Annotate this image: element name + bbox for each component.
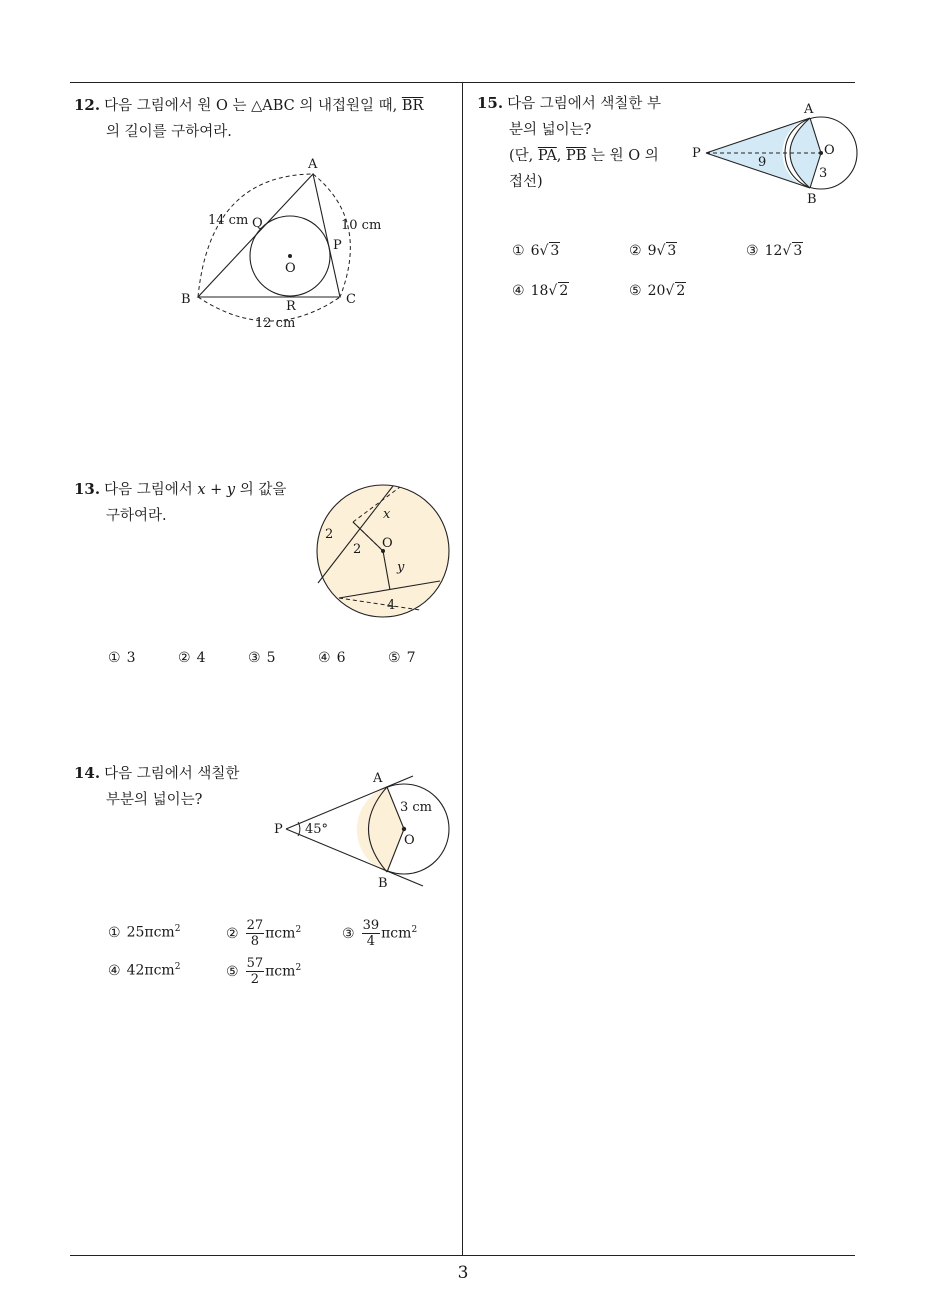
choice-5[interactable]: ⑤ $\frac{57}{2}$ πcm$^2$ [226, 956, 302, 987]
question-text-cont: 부분의 넓이는? [106, 792, 203, 808]
label-r: R [286, 299, 296, 314]
choice-2[interactable]: ② $\frac{27}{8}$ πcm$^2$ [226, 918, 302, 949]
label-o: O [382, 536, 393, 551]
choice-4[interactable]: ④ 18√ 2 [512, 283, 569, 299]
label-p: P [274, 822, 283, 837]
choice-1[interactable]: ① 3 [108, 650, 136, 666]
label-y: y [397, 560, 405, 575]
choice-3[interactable]: ③ 12√ 3 [746, 243, 803, 259]
choice-2[interactable]: ② 9√ 3 [629, 243, 677, 259]
question-text-cont: 분의 넓이는? [509, 122, 592, 138]
label-9: 9 [758, 155, 767, 170]
length-ac: 10 cm [341, 218, 382, 233]
label-3: 3 [819, 166, 828, 181]
choice-5[interactable]: ⑤ 20√ 2 [629, 283, 686, 299]
center-dot [819, 151, 823, 155]
choice-4[interactable]: ④ 6 [318, 650, 346, 666]
choice-5[interactable]: ⑤ 7 [388, 650, 416, 666]
segment-br: $\overline{BR}$ [401, 98, 424, 114]
label-angle: 45° [305, 822, 329, 837]
label-2-b: 2 [353, 542, 362, 557]
question-number: 12. [74, 96, 101, 114]
page-number: 3 [457, 1263, 469, 1283]
length-bc: 12 cm [255, 316, 296, 331]
question-text-cont: 구하여라. [106, 508, 167, 524]
label-c: C [346, 292, 356, 307]
length-ab: 14 cm [208, 213, 249, 228]
choice-4[interactable]: ④ 42πcm$^2$ [108, 962, 181, 979]
question-number: 15. [477, 94, 504, 112]
label-b: B [807, 192, 817, 207]
question-text-cont: 의 길이를 구하여라. [106, 124, 232, 140]
label-a: A [373, 771, 383, 786]
label-radius: 3 cm [400, 800, 433, 815]
question-note-cont: 접선) [509, 174, 543, 190]
label-2-a: 2 [325, 527, 334, 542]
label-b: B [181, 292, 191, 307]
question-number: 14. [74, 764, 101, 782]
label-o: O [824, 143, 835, 158]
question-note: (단, $\overline{PA}$, $\overline{PB}$ 는 원 O 의 [509, 148, 659, 164]
choice-2[interactable]: ② 4 [178, 650, 206, 666]
choice-3[interactable]: ③ 5 [248, 650, 276, 666]
label-p: P [692, 146, 701, 161]
segment-pb: $\overline{PB}$ [566, 148, 587, 164]
label-b: B [378, 876, 388, 891]
question-number: 13. [74, 480, 101, 498]
label-x: x [383, 507, 391, 522]
question-text: 다음 그림에서 [104, 482, 193, 498]
label-p: P [333, 238, 342, 253]
choice-3[interactable]: ③ $\frac{39}{4}$ πcm$^2$ [342, 918, 418, 949]
question-text: 다음 그림에서 원 O 는 △ABC 의 내접원일 때, [104, 98, 398, 114]
segment-pa: $\overline{PA}$ [537, 148, 557, 164]
label-a: A [308, 157, 318, 172]
label-q: Q [252, 216, 263, 231]
label-o: O [404, 833, 415, 848]
label-a: A [804, 102, 814, 117]
choice-1[interactable]: ① 25πcm$^2$ [108, 924, 181, 941]
label-4: 4 [387, 598, 396, 613]
label-o: O [285, 261, 296, 276]
math-expression: x + y [197, 482, 236, 498]
choice-1[interactable]: ① 6√ 3 [512, 243, 560, 259]
question-text: 다음 그림에서 색칠한 [104, 766, 240, 782]
question-text: 다음 그림에서 색칠한 부 [507, 96, 662, 112]
question-text-post: 의 값을 [239, 482, 287, 498]
